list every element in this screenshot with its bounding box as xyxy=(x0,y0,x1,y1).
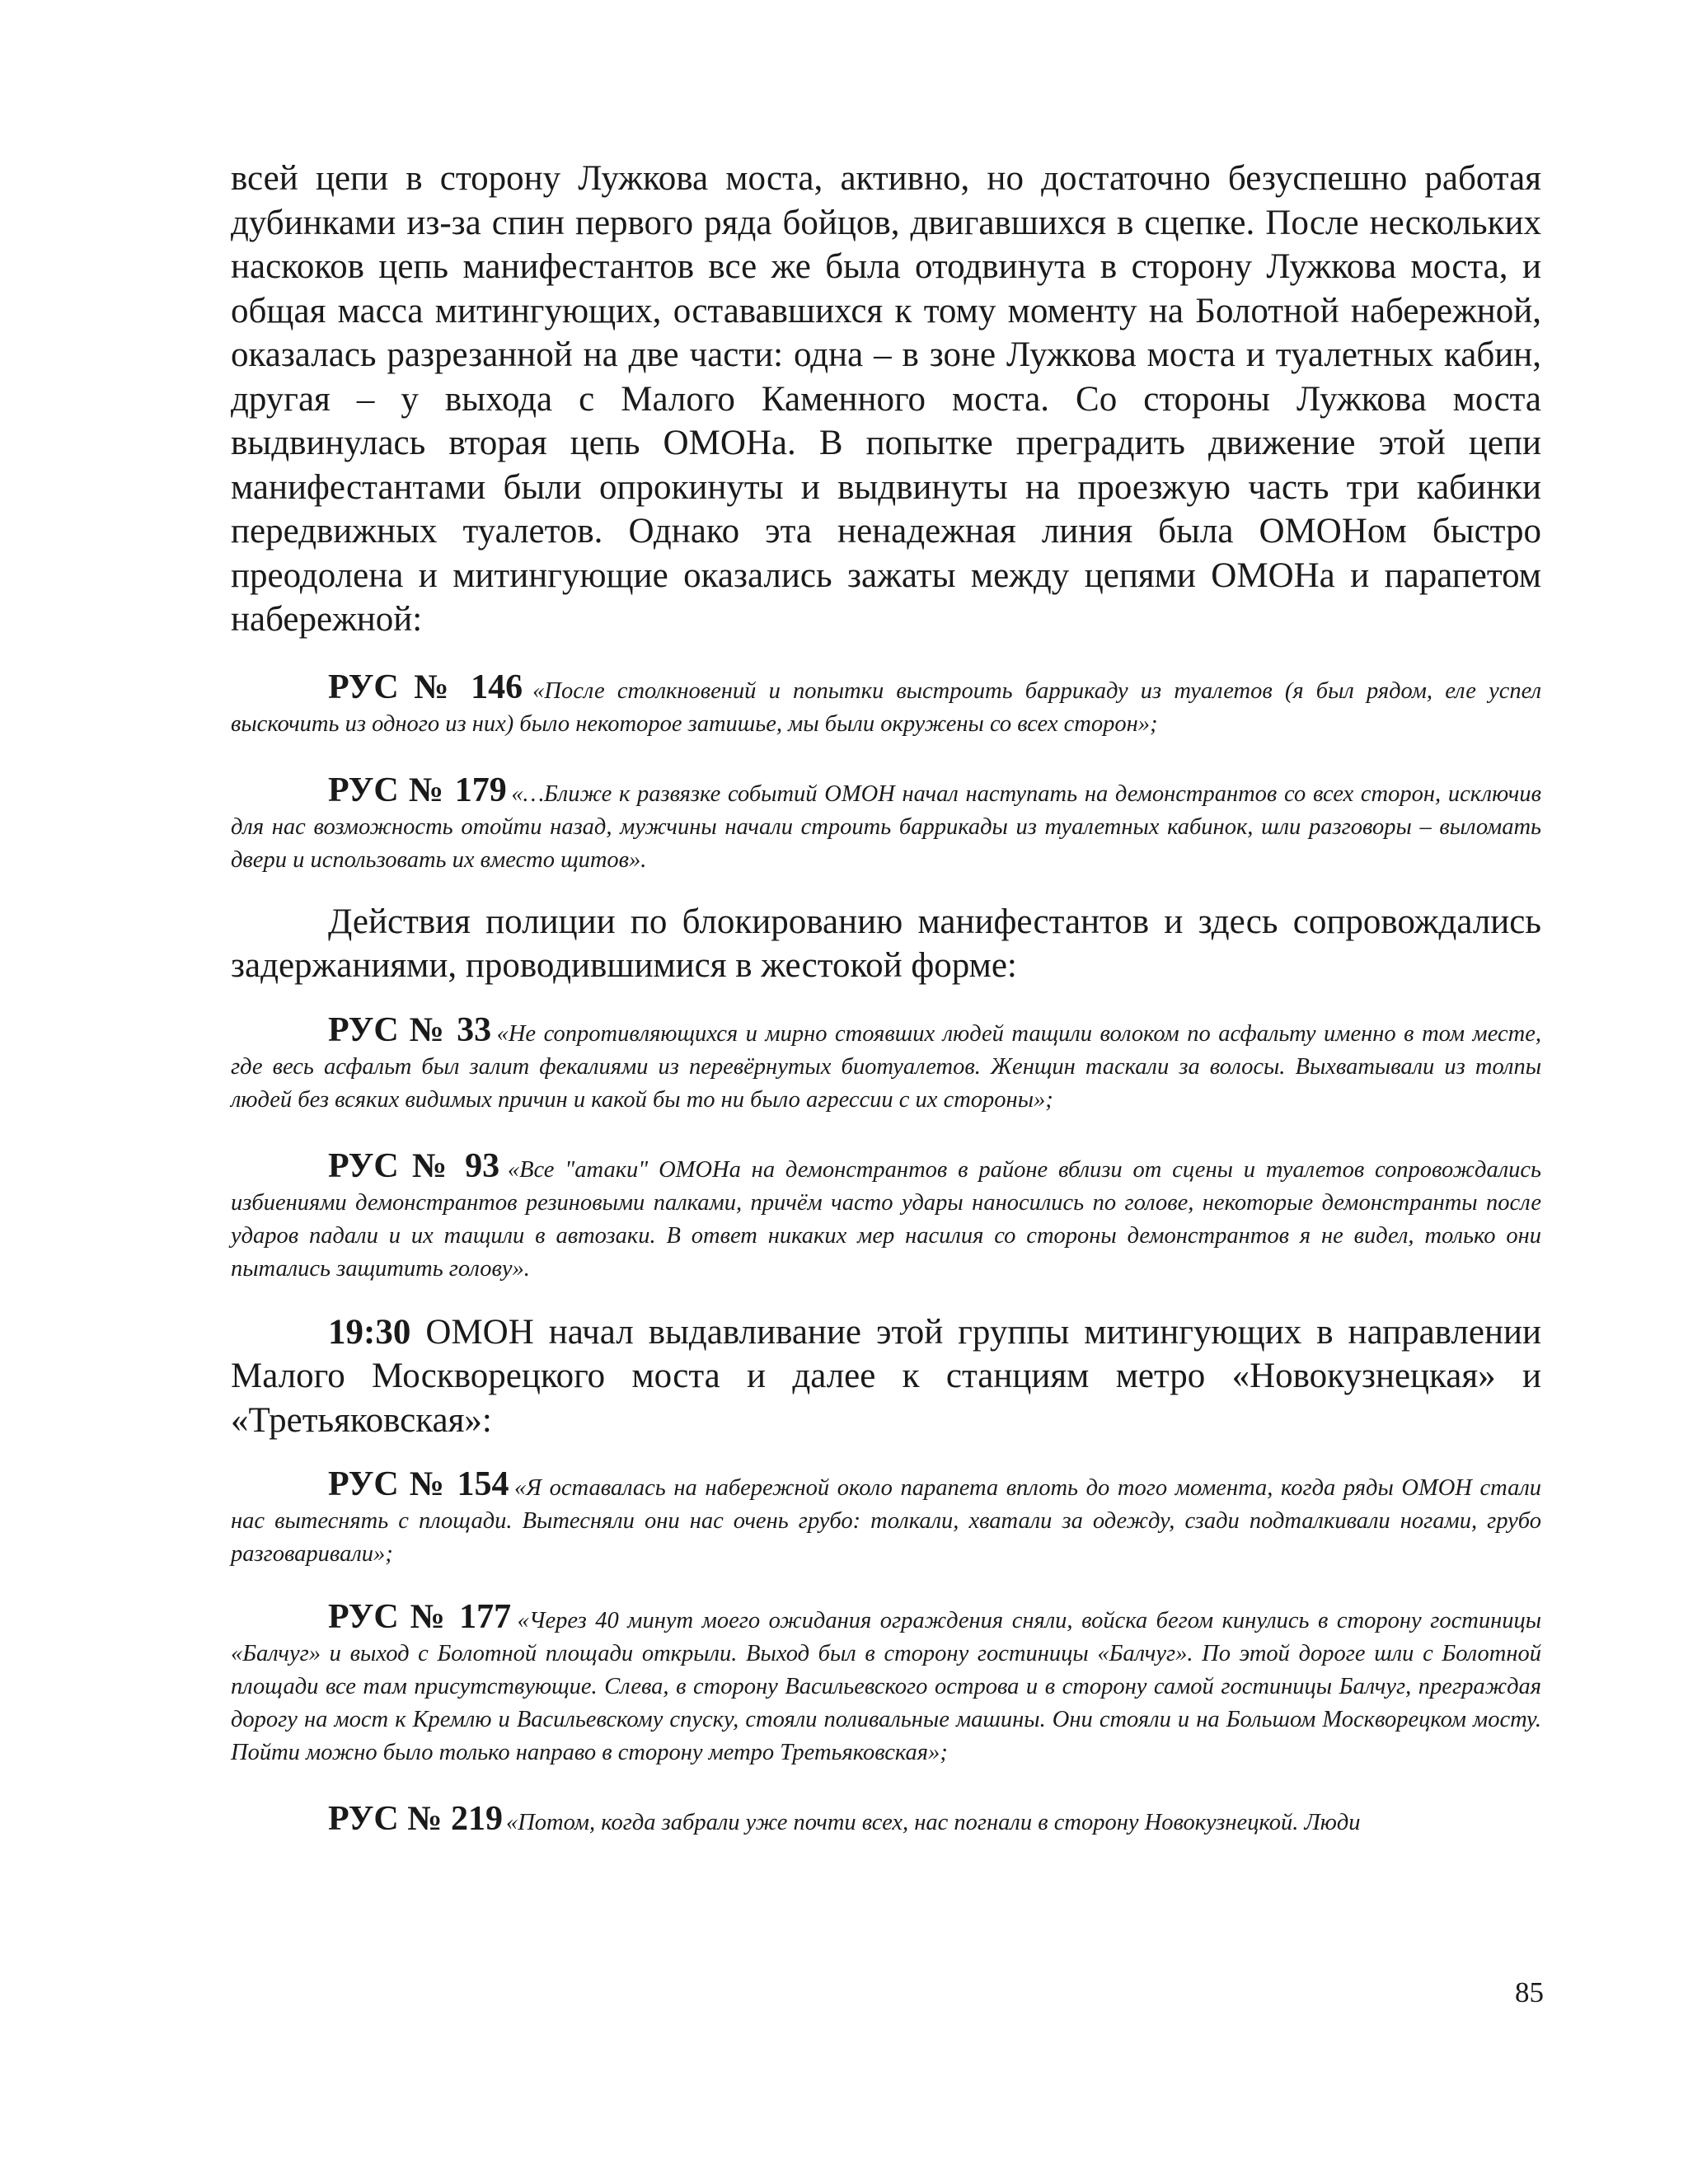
testimony-quote xyxy=(231,1465,1542,1571)
testimony-text: «Я оставалась на набережной около парапета вплоть до того момента, когда ряды ОМОН стали нас вытеснять с площади. Вытесняли они нас очень грубо: толкали, хватали за одежду, сзади подталкивали ногами, грубо разговаривали»; xyxy=(231,1475,1542,1567)
testimony-text: «После столкновений и попытки выстроить баррикаду из туалетов (я был рядом, еле успел выскочить из одного из них) было некоторое затишье, мы были окружены со всех сторон»; xyxy=(231,677,1541,737)
testimony-quote xyxy=(231,1598,1542,1769)
testimony-text: «Через 40 минут моего ожидания ограждения сняли, войска бегом кинулись в сторону гостиницы «Балчуг» и выход с Болотной площади открыли. Выход был в сторону гостиницы «Балчуг». По этой дороге шли с Болотной площади все там присутствующие. Слева, в сторону Васильевского острова и в сторону самой гостиницы Балчуг, преграждая дорогу на мост к Кремлю и Васильевскому спуску, стояли поливальные машины. Они стояли и на Большом Москворецком мосту. Пойти можно было только направо в сторону метро Третьяковская»; xyxy=(231,1608,1542,1765)
testimony-reference: РУС № 33 xyxy=(328,1010,492,1049)
testimony-text: «Все "атаки" ОМОНа на демонстрантов в районе вблизи от сцены и туалетов сопровождались избиениями демонстрантов резиновыми палками, причём часто удары наносились по голове, некоторые демонстранты после ударов падали и их тащили в автозаки. В ответ никаких мер насилия со стороны демонстрантов я не видел, только они пытались защитить голову». xyxy=(231,1156,1542,1282)
body-paragraph: Действия полиции по блокированию манифестантов и здесь сопровождались задержаниями, проводившимися в жестокой форме: xyxy=(231,902,1541,985)
testimony-quote xyxy=(231,1010,1541,1117)
testimony-reference: РУС № 177 xyxy=(328,1598,512,1636)
testimony-reference: РУС № 154 xyxy=(328,1465,509,1503)
time-marker: 19:30 xyxy=(328,1312,411,1352)
body-paragraph: всей цепи в сторону Лужкова моста, активно, но достаточно безуспешно работая дубинками из-за спин первого ряда бойцов, двигавшихся в сцепке. После нескольких наскоков цепь манифестантов все же была отодвинута в сторону Лужкова моста, и общая масса митингующих, остававшихся к тому моменту на Болотной набережной, оказалась разрезанной на две части: одна – в зоне Лужкова моста и туалетных кабин, другая – у выхода с Малого Каменного моста. Со стороны Лужкова моста выдвинулась вторая цепь ОМОНа. В попытке преградить движение этой цепи манифестантами были опрокинуты и выдвинуты на проезжую часть три кабинки передвижных туалетов. Однако эта ненадежная линия была ОМОНом быстро преодолена и митингующие оказались зажаты между цепями ОМОНа и парапетом набережной: xyxy=(231,159,1541,639)
testimony-text: «Потом, когда забрали уже почти всех, нас погнали в сторону Новокузнецкой. Люди xyxy=(505,1810,1361,1835)
testimony-reference: РУС № 146 xyxy=(328,668,523,706)
testimony-reference: РУС № 179 xyxy=(328,771,507,809)
testimony-reference: РУС № 93 xyxy=(328,1146,500,1185)
testimony-reference: РУС № 219 xyxy=(328,1800,503,1838)
paragraph-text: ОМОН начал выдавливание этой группы митингующих в направлении Малого Москворецкого моста и далее к станциям метро «Новокузнецкая» и «Третьяковская»: xyxy=(231,1312,1541,1440)
page-number: 85 xyxy=(1515,1976,1544,2008)
testimony-text: «Не сопротивляющихся и мирно стоявших людей тащили волоком по асфальту именно в том месте, где весь асфальт был залит фекалиями из перевёрнутых биотуалетов. Женщин таскали за волосы. Выхватывали из толпы людей без всяких видимых причин и какой бы то ни было агрессии с их стороны»; xyxy=(231,1020,1541,1113)
testimony-quote xyxy=(231,668,1541,741)
body-paragraph xyxy=(231,1310,1541,1443)
testimony-quote xyxy=(231,1146,1542,1286)
testimony-quote xyxy=(231,771,1542,877)
document-page xyxy=(231,157,1541,1840)
testimony-quote xyxy=(231,1802,1541,1840)
testimony-text: «…Ближе к развязке событий ОМОН начал наступать на демонстрантов со всех сторон, исключив для нас возможность отойти назад, мужчины начали строить баррикады из туалетных кабинок, шли разговоры – выломать двери и использовать их вместо щитов». xyxy=(231,780,1542,873)
